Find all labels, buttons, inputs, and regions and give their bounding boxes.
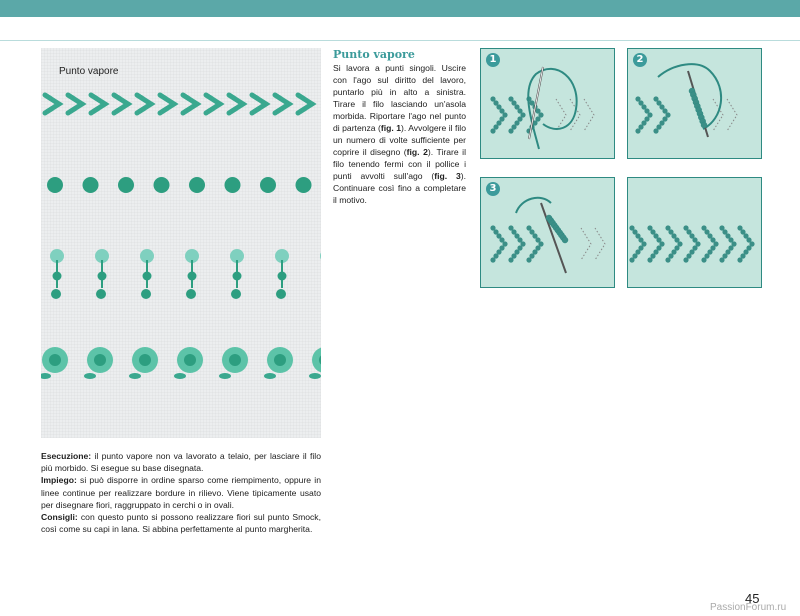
figure-4 (627, 177, 762, 288)
embroidery-photo (41, 48, 321, 438)
section-title: Punto vapore (333, 48, 415, 61)
page-number: 45 (745, 591, 760, 606)
photo-caption: Punto vapore (59, 66, 119, 77)
embroidery-stitches-image (41, 48, 321, 438)
figure-3-illustration (481, 178, 613, 286)
figure-2 (627, 48, 762, 159)
figure-1 (480, 48, 615, 159)
watermark: PassionForum.ru (710, 602, 787, 613)
figure-2-illustration (628, 49, 760, 157)
consigli-paragraph: Consigli: con questo punto si possono realizzare fiori sul punto Smock, così come su capi in lana. Si abbina perfettamente al punto margherita. (41, 512, 321, 535)
body-text (41, 450, 321, 535)
figure-1-illustration (481, 49, 613, 157)
esecuzione-paragraph: Esecuzione: il punto vapore non va lavorato a telaio, per lasciare il filo più morbido. Si esegue su base disegnata. (41, 451, 321, 474)
figure-4-illustration (628, 178, 760, 286)
intro-paragraph: Si lavora a punti singoli. Uscire con l'ago sul diritto del lavoro, puntarlo più in alto a sinistra. Tirare il filo lasciando un'asola morbida. Riportare l'ago nel punto di partenza (fig. 1). Avvolgere il filo un numero di volte sufficiente per coprire il disegno (fig. 2). Tirare il filo tenendo fermi con il pollice i punti avvolti sull'ago (fig. 3). Continuare così fino a completare il motivo. (333, 63, 467, 205)
figure-2-number: 2 (633, 53, 647, 67)
figure-3 (480, 177, 615, 288)
figure-3-number: 3 (486, 182, 500, 196)
header-rule (0, 40, 800, 41)
figure-1-number: 1 (486, 53, 500, 67)
header-band (0, 0, 800, 17)
impiego-paragraph: Impiego: si può disporre in ordine sparso come riempimento, oppure in linee continue per realizzare bordure in rilievo. Viene tipicamente usato per disegnare fiori, raggruppato in cerchi o in ovali. (41, 475, 321, 510)
